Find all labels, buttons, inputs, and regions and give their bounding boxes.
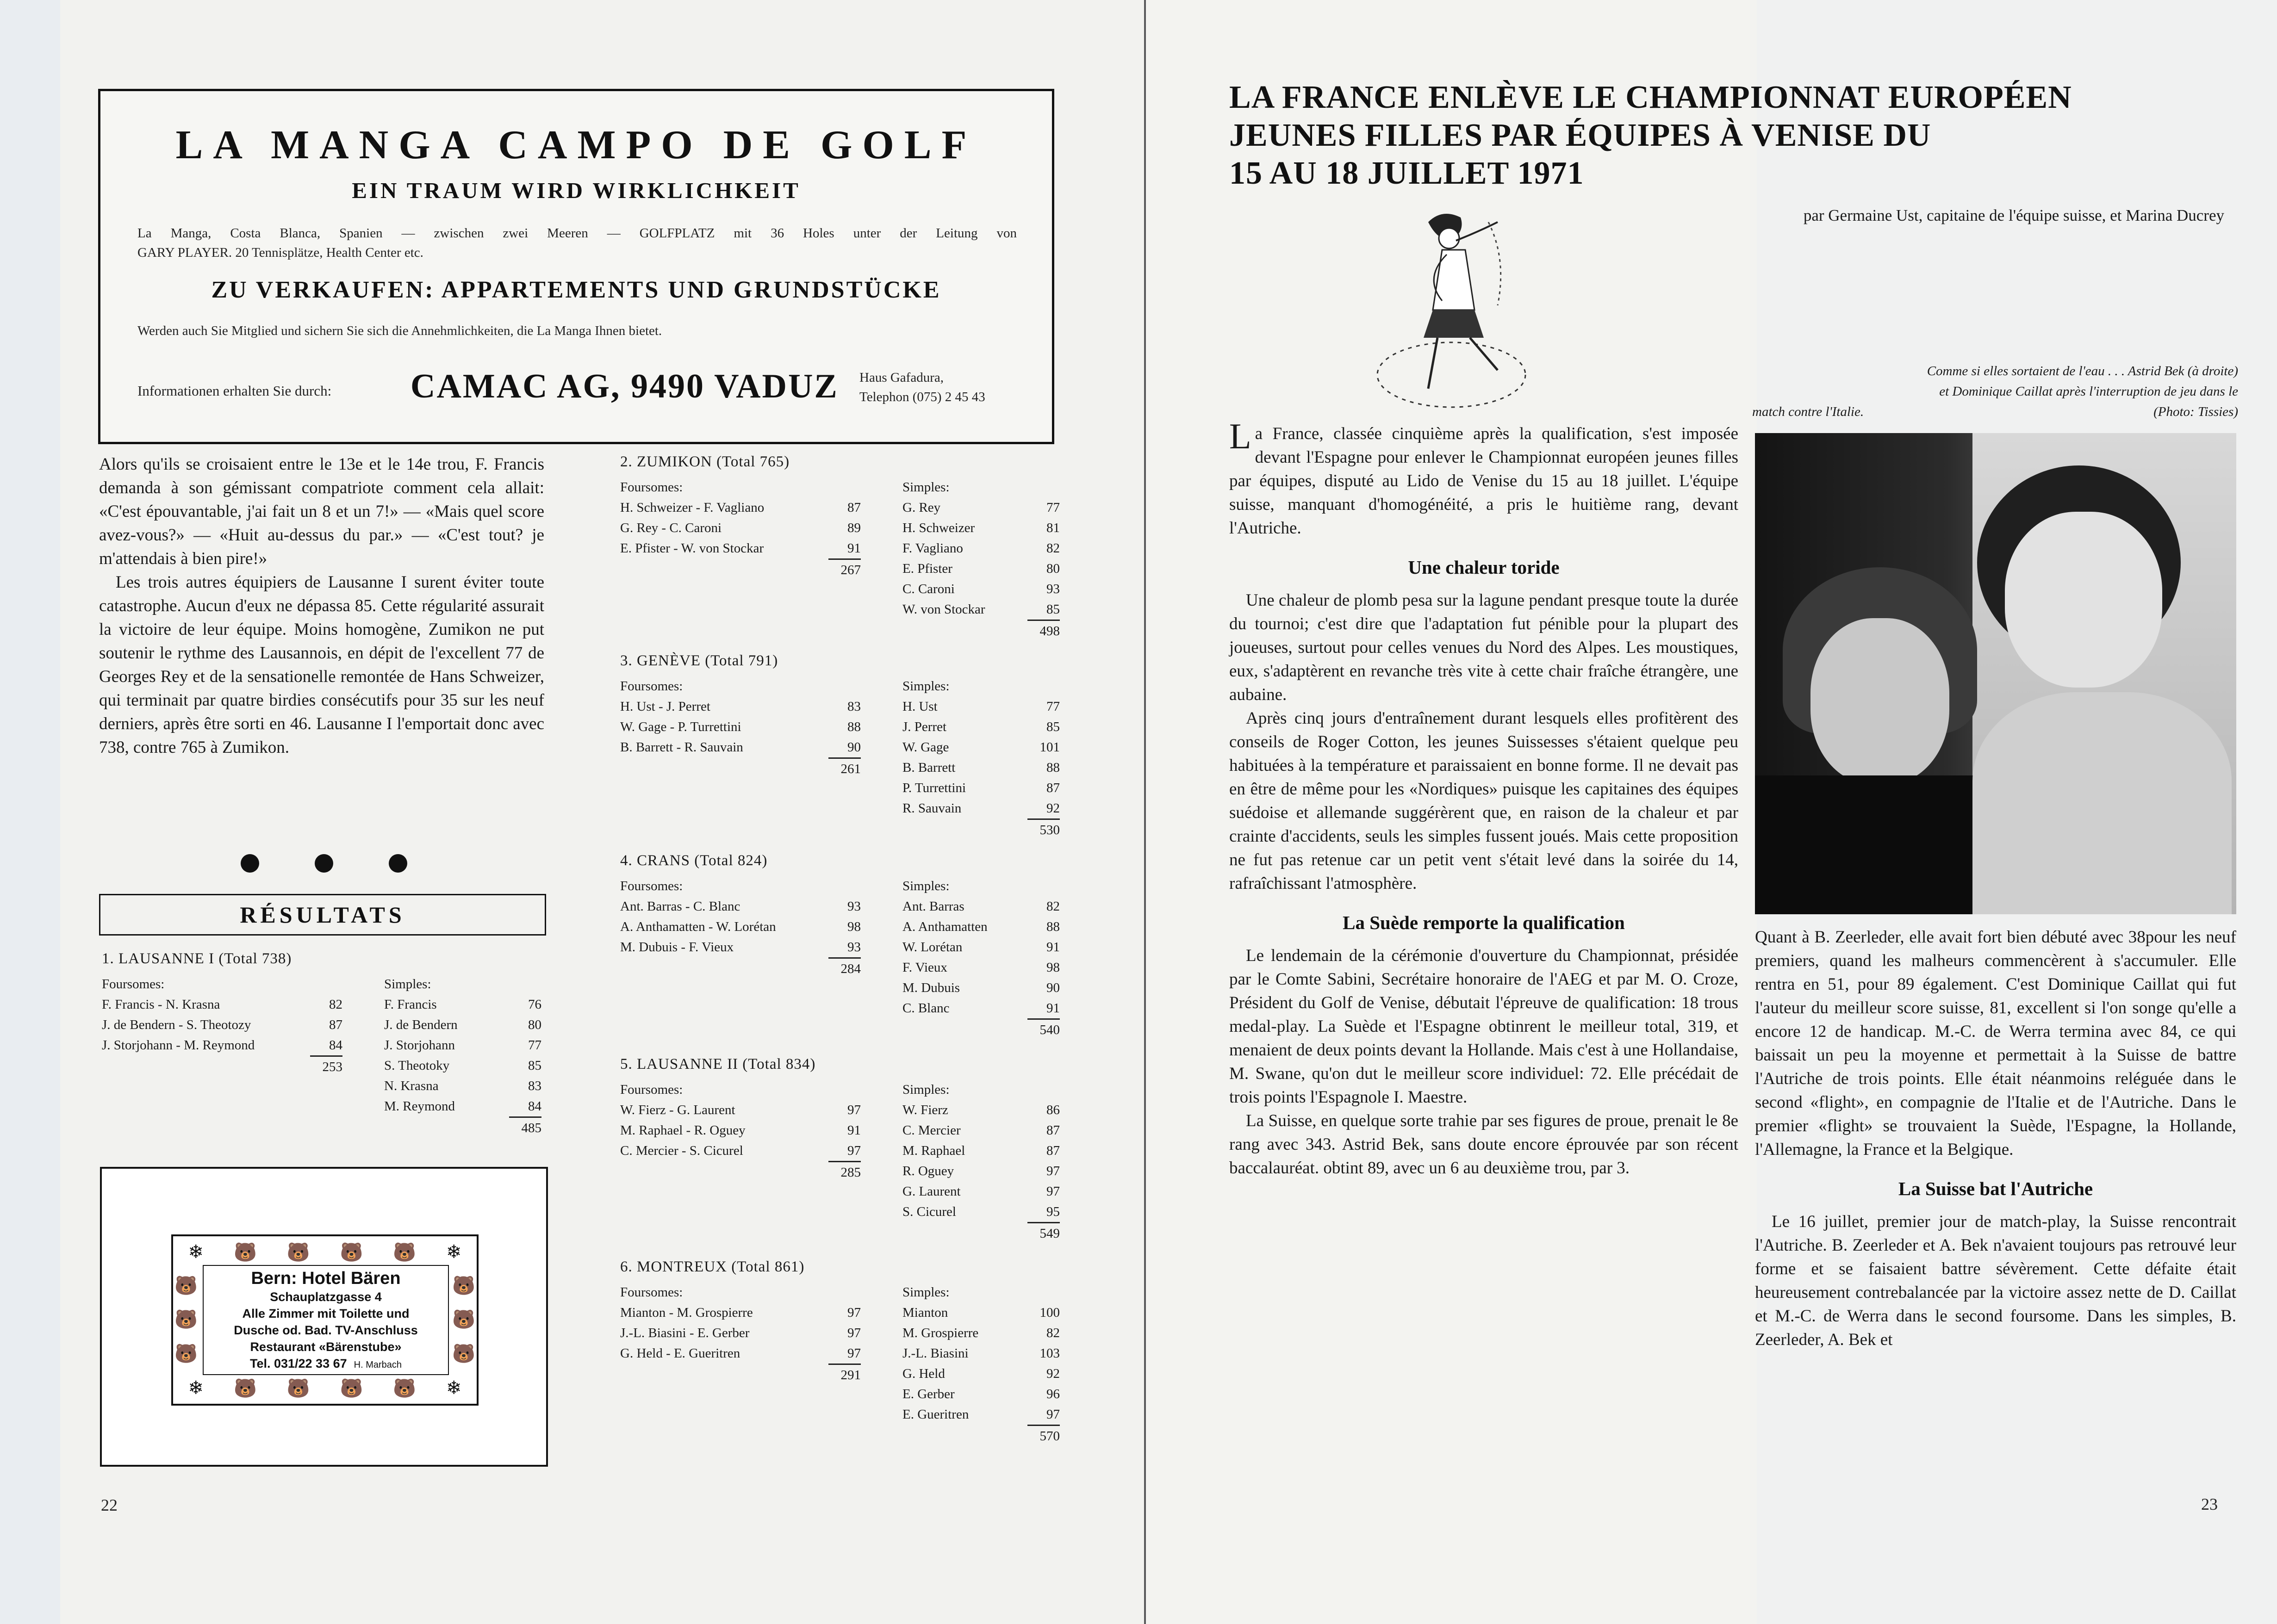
- hotel-phone: Tel. 031/22 33 67: [249, 1357, 347, 1370]
- team-result: [620, 852, 1064, 1040]
- score: 97: [847, 1103, 861, 1117]
- ad-company: CAMAC AG, 9490 VADUZ: [411, 367, 839, 405]
- hotel-owner: H. Marbach: [354, 1360, 402, 1370]
- bear-icon: 🐻: [452, 1343, 475, 1364]
- score: 100: [1039, 1305, 1060, 1320]
- headline-line3: 15 AU 18 JUILLET 1971: [1229, 155, 1584, 191]
- score-row: [384, 994, 541, 1015]
- page-number-left: 22: [101, 1496, 118, 1514]
- score-row: [902, 978, 1060, 998]
- score: 97: [1046, 1184, 1060, 1199]
- score-row: [620, 1343, 861, 1364]
- ad-address-line1: Haus Gafadura,: [859, 370, 944, 385]
- player-name: M. Dubuis: [902, 980, 960, 995]
- pair-name: W. Fierz - G. Laurent: [620, 1103, 735, 1117]
- pair-name: F. Francis - N. Krasna: [102, 997, 220, 1012]
- score-row: [902, 1343, 1060, 1364]
- score: 81: [1046, 521, 1060, 535]
- score-row: [902, 798, 1060, 818]
- player-name: J. Perret: [902, 719, 947, 734]
- score: 80: [1046, 561, 1060, 576]
- ad-member-line: Werden auch Sie Mitglied und sichern Sie sich die Annehmlichkeiten, die La Manga Ihnen bietet.: [137, 323, 662, 338]
- score: 77: [1046, 699, 1060, 714]
- simples-total: 549: [1027, 1222, 1060, 1244]
- intro-paragraph-1: Alors qu'ils se croisaient entre le 13e et le 14e trou, F. Francis demanda à son gémissant compatriote comment cela allait: «C'est épouvantable, j'ai fait un 8 et un 7!» — «Mais quel score avez-vous?» — «Huit au-dessus du par.» — «C'est tout? je m'attendais à bien pire!»: [99, 455, 544, 568]
- score-row: [902, 757, 1060, 778]
- score: 97: [1046, 1164, 1060, 1178]
- foursomes-label: Foursomes:: [620, 1082, 683, 1097]
- paragraph: Le 16 juillet, premier jour de match-play, la Suisse rencontrait l'Autriche. B. Zeerleder et A. Bek n'avaient toujours pas retrouvé leur forme et se faisaient battre sévèrement. Cette défaite était heureusement contrebalancée par la victoire assez nette de D. Caillat et M.-C. de Werra dans le second foursome. Dans les simples, B. Zeerleder, A. Bek et: [1755, 1212, 2236, 1349]
- hotel-line2: Dusche od. Bad. TV-Anschluss: [234, 1323, 418, 1337]
- pair-name: E. Pfister - W. von Stockar: [620, 541, 764, 556]
- player-name: M. Raphael: [902, 1143, 965, 1158]
- score-row: [902, 1384, 1060, 1404]
- player-name: W. Gage: [902, 740, 949, 755]
- score: 80: [528, 1017, 541, 1032]
- score-row: [384, 1035, 541, 1055]
- simples-column: [384, 974, 541, 1138]
- player-name: M. Grospierre: [902, 1326, 979, 1340]
- team-title: 6. MONTREUX (Total 861): [620, 1258, 805, 1275]
- score-row: [902, 778, 1060, 798]
- photo-face-left: [1810, 618, 1949, 785]
- hotel-phone-line: [204, 1355, 448, 1373]
- simples-column: [902, 676, 1060, 840]
- foursomes-label: Foursomes:: [620, 679, 683, 694]
- player-name: C. Blanc: [902, 1001, 950, 1016]
- player-name: F. Vieux: [902, 960, 947, 975]
- score: 97: [847, 1326, 861, 1340]
- bear-icon: 🐻: [452, 1309, 475, 1331]
- player-name: S. Theotoky: [384, 1058, 450, 1073]
- score: 95: [1046, 1204, 1060, 1219]
- score: 97: [847, 1346, 861, 1361]
- score: 76: [528, 997, 541, 1012]
- headline: [1229, 79, 2201, 192]
- headline-line1: LA FRANCE ENLÈVE LE CHAMPIONNAT EUROPÉEN: [1229, 80, 2072, 115]
- score-row: [902, 1323, 1060, 1343]
- player-name: J.-L. Biasini: [902, 1346, 969, 1361]
- paragraph: Quant à B. Zeerleder, elle avait fort bien débuté avec 38pour les neuf premiers, quand les malheurs commencèrent à s'accumuler. Elle rentra en 51, pour 89 également. C'est Dominique Caillat qui fut l'auteur du meilleur score suisse, 81, excellent si l'on songe qu'elle a encore 12 de handicap. M.-C. de Werra termina avec 84, ce qui baissait un peu la moyenne et permettait à la Suisse de battre l'Autriche de trois points. Elle était néanmoins reléguée dans le second «flight», en compagnie de l'Italie et de l'Autriche. Dans le premier «flight» se trouvaient la Suède, l'Espagne, la Hollande, l'Allemagne, la France et la Belgique.: [1755, 928, 2236, 1159]
- score-row: [902, 1161, 1060, 1181]
- page-shadow: [0, 0, 60, 1624]
- score: 98: [1046, 960, 1060, 975]
- score-row: [620, 717, 861, 737]
- score: 82: [329, 997, 342, 1012]
- hotel-advertisement: [100, 1167, 548, 1467]
- score-row: [102, 994, 342, 1015]
- hotel-ad-text: [203, 1265, 449, 1375]
- bear-icon: 🐻: [340, 1377, 363, 1399]
- foursomes-label: Foursomes:: [620, 1285, 683, 1300]
- player-name: Mianton: [902, 1305, 948, 1320]
- dot: [315, 854, 333, 873]
- lead-text: a France, classée cinquième après la qualification, s'est imposée devant l'Espagne pour enlever le Championnat européen jeunes filles par équipes, disputé au Lido de Venise du 15 au 18 juillet. L'équipe suisse, manquant d'homogénéité, a pris le huitième rang, devant l'Autriche.: [1229, 424, 1738, 538]
- score: 97: [1046, 1407, 1060, 1422]
- score-row: [902, 957, 1060, 978]
- foursomes-total: 291: [828, 1364, 861, 1385]
- score: 82: [1046, 899, 1060, 914]
- intro-text: [99, 452, 544, 759]
- bear-icon: 🐻: [452, 1275, 475, 1297]
- player-name: W. Fierz: [902, 1103, 948, 1117]
- bear-icon: 🐻: [174, 1275, 198, 1297]
- player-name: Ant. Barras: [902, 899, 964, 914]
- foursomes-column: [620, 676, 902, 840]
- score-row: [620, 1120, 861, 1141]
- score: 83: [847, 699, 861, 714]
- score-row: [902, 518, 1060, 538]
- photo-face-right: [2005, 512, 2162, 688]
- score: 97: [847, 1305, 861, 1320]
- lead-paragraph: [1229, 416, 1738, 540]
- article-column-1: [1229, 416, 1738, 1180]
- score-row: [902, 497, 1060, 518]
- pair-name: H. Ust - J. Perret: [620, 699, 710, 714]
- player-name: B. Barrett: [902, 760, 956, 775]
- score: 92: [1046, 801, 1060, 816]
- player-name: E. Pfister: [902, 561, 952, 576]
- caption-line2: et Dominique Caillat après l'interruption de jeu dans le: [1939, 384, 2238, 399]
- score-row: [620, 896, 861, 917]
- foursomes-label: Foursomes:: [620, 480, 683, 495]
- score: 83: [528, 1079, 541, 1093]
- snowflake-icon: ❄: [188, 1377, 204, 1399]
- pair-name: G. Held - E. Gueritren: [620, 1346, 740, 1361]
- player-name: E. Gueritren: [902, 1407, 969, 1422]
- player-name: R. Sauvain: [902, 801, 962, 816]
- score-row: [902, 998, 1060, 1018]
- player-name: C. Mercier: [902, 1123, 961, 1138]
- snowflake-icon: ❄: [446, 1241, 462, 1263]
- right-page: [1146, 0, 2277, 1624]
- pair-name: B. Barrett - R. Sauvain: [620, 740, 743, 755]
- score: 88: [1046, 760, 1060, 775]
- photo-credit: (Photo: Tissies): [2153, 404, 2238, 419]
- foursomes-total: 267: [828, 558, 861, 580]
- score-row: [620, 518, 861, 538]
- ad-address-line2: Telephon (075) 2 45 43: [859, 390, 985, 404]
- score-row: [620, 497, 861, 518]
- pair-name: G. Rey - C. Caroni: [620, 521, 722, 535]
- pair-name: A. Anthamatten - W. Lorétan: [620, 919, 776, 934]
- pair-name: Mianton - M. Grospierre: [620, 1305, 753, 1320]
- simples-total: 540: [1027, 1018, 1060, 1040]
- hotel-line3: Restaurant «Bärenstube»: [250, 1340, 402, 1354]
- pair-name: Ant. Barras - C. Blanc: [620, 899, 740, 914]
- team-result: [102, 950, 546, 1138]
- foursomes-total: 253: [310, 1055, 342, 1077]
- player-name: F. Vagliano: [902, 541, 963, 556]
- simples-column: [902, 1079, 1060, 1244]
- score-row: [902, 1100, 1060, 1120]
- player-name: G. Held: [902, 1366, 945, 1381]
- score: 91: [847, 1123, 861, 1138]
- score-row: [102, 1015, 342, 1035]
- score: 85: [528, 1058, 541, 1073]
- headline-line2: JEUNES FILLES PAR ÉQUIPES À VENISE DU: [1229, 118, 1931, 153]
- score: 90: [1046, 980, 1060, 995]
- player-name: M. Reymond: [384, 1099, 455, 1114]
- bear-icon: 🐻: [340, 1241, 363, 1263]
- foursomes-total: 284: [828, 957, 861, 979]
- player-name: N. Krasna: [384, 1079, 439, 1093]
- ad-description-line2: GARY PLAYER. 20 Tennisplätze, Health Center etc.: [137, 245, 423, 260]
- ad-address: [859, 368, 985, 407]
- score: 85: [1046, 602, 1060, 617]
- score-row: [902, 1202, 1060, 1222]
- simples-total: 498: [1027, 620, 1060, 641]
- score: 85: [1046, 719, 1060, 734]
- score-row: [384, 1055, 541, 1076]
- article-column-2: [1755, 925, 2236, 1351]
- byline: par Germaine Ust, capitaine de l'équipe suisse, et Marina Ducrey: [1803, 206, 2224, 224]
- foursomes-label: Foursomes:: [102, 977, 165, 992]
- score-row: [902, 558, 1060, 579]
- score: 89: [847, 521, 861, 535]
- dot-separator: [241, 854, 407, 877]
- photo-two-girls: [1755, 433, 2236, 914]
- paragraph: Une chaleur de plomb pesa sur la lagune pendant presque toute la durée du tournoi; c'est dire que l'adaptation fut pénible pour la plupart des joueuses, surtout pour celles venues du Nord des Alpes. Les moustiques, eux, s'adaptèrent en revanche très vite à cette chair fraîche étrangère, une aubaine.: [1229, 591, 1738, 704]
- score: 93: [847, 940, 861, 955]
- score: 88: [1046, 919, 1060, 934]
- score: 96: [1046, 1387, 1060, 1401]
- score-row: [620, 737, 861, 757]
- snowflake-icon: ❄: [188, 1241, 204, 1263]
- bear-icon: 🐻: [233, 1377, 257, 1399]
- score-row: [902, 696, 1060, 717]
- score: 84: [329, 1038, 342, 1053]
- player-name: S. Cicurel: [902, 1204, 956, 1219]
- simples-label: Simples:: [902, 679, 950, 694]
- paragraph: La Suisse, en quelque sorte trahie par ses figures de proue, prenait le 8e rang avec 343. Astrid Bek, sans doute encore éprouvée par son récent baccalauréat. obtint 89, avec un 6 au deuxième trou, par 3.: [1229, 1111, 1738, 1178]
- player-name: C. Caroni: [902, 582, 955, 596]
- score: 91: [1046, 1001, 1060, 1016]
- player-name: W. Lorétan: [902, 940, 963, 955]
- team-result: [620, 1056, 1064, 1244]
- score-row: [620, 696, 861, 717]
- team-result: [620, 1258, 1064, 1446]
- pair-name: W. Gage - P. Turrettini: [620, 719, 741, 734]
- drop-cap: L: [1229, 416, 1251, 456]
- score-row: [620, 1302, 861, 1323]
- golf-advertisement: [98, 89, 1054, 444]
- score-row: [384, 1076, 541, 1096]
- foursomes-column: [620, 1282, 902, 1446]
- player-name: W. von Stockar: [902, 602, 985, 617]
- ad-description-line1: La Manga, Costa Blanca, Spanien — zwischen zwei Meeren — GOLFPLATZ mit 36 Holes unter der Leitung von: [137, 226, 1017, 241]
- ad-info-label: Informationen erhalten Sie durch:: [137, 383, 332, 399]
- pair-name: M. Raphael - R. Oguey: [620, 1123, 746, 1138]
- player-name: H. Schweizer: [902, 521, 975, 535]
- player-name: G. Laurent: [902, 1184, 961, 1199]
- simples-label: Simples:: [902, 480, 950, 495]
- score: 87: [1046, 1123, 1060, 1138]
- simples-total: 570: [1027, 1425, 1060, 1446]
- caption-line3: match contre l'Italie.: [1752, 404, 1864, 419]
- caption-line1: Comme si elles sortaient de l'eau . . . Astrid Bek (à droite): [1927, 364, 2238, 378]
- bear-icon: 🐻: [174, 1343, 198, 1364]
- score-row: [620, 917, 861, 937]
- score-row: [902, 1302, 1060, 1323]
- score: 87: [329, 1017, 342, 1032]
- score-row: [902, 538, 1060, 558]
- score: 87: [1046, 781, 1060, 795]
- pair-name: J. de Bendern - S. Theotozy: [102, 1017, 251, 1032]
- score-row: [102, 1035, 342, 1055]
- score-row: [902, 1141, 1060, 1161]
- score: 77: [1046, 500, 1060, 515]
- player-name: A. Anthamatten: [902, 919, 988, 934]
- score-row: [902, 599, 1060, 620]
- simples-label: Simples:: [384, 977, 431, 992]
- score-row: [902, 579, 1060, 599]
- score-row: [902, 1181, 1060, 1202]
- snowflake-icon: ❄: [446, 1377, 462, 1399]
- score: 103: [1039, 1346, 1060, 1361]
- score: 84: [528, 1099, 541, 1114]
- score: 90: [847, 740, 861, 755]
- player-name: P. Turrettini: [902, 781, 966, 795]
- score: 87: [1046, 1143, 1060, 1158]
- pair-name: C. Mercier - S. Cicurel: [620, 1143, 743, 1158]
- bear-icon: 🐻: [393, 1241, 417, 1263]
- score: 88: [847, 719, 861, 734]
- score: 82: [1046, 541, 1060, 556]
- team-title: 1. LAUSANNE I (Total 738): [102, 950, 292, 967]
- bear-border-bottom: [173, 1375, 477, 1401]
- team-title: 3. GENÈVE (Total 791): [620, 652, 778, 669]
- score: 91: [1046, 940, 1060, 955]
- ad-title: LA MANGA CAMPO DE GOLF: [175, 123, 977, 167]
- simples-total: 485: [509, 1116, 541, 1138]
- team-result: [620, 453, 1064, 641]
- score: 86: [1046, 1103, 1060, 1117]
- score: 92: [1046, 1366, 1060, 1381]
- simples-column: [902, 477, 1060, 641]
- score-row: [384, 1015, 541, 1035]
- ad-subtitle: EIN TRAUM WIRD WIRKLICHKEIT: [352, 178, 801, 203]
- bear-icon: 🐻: [286, 1377, 310, 1399]
- bear-icon: 🐻: [286, 1241, 310, 1263]
- score-row: [902, 917, 1060, 937]
- foursomes-column: [620, 876, 902, 1040]
- team-title: 2. ZUMIKON (Total 765): [620, 453, 790, 470]
- dot: [241, 854, 259, 873]
- score-row: [620, 538, 861, 558]
- bear-icon: 🐻: [393, 1377, 417, 1399]
- simples-label: Simples:: [902, 1285, 950, 1300]
- score-row: [620, 937, 861, 957]
- pair-name: M. Dubuis - F. Vieux: [620, 940, 734, 955]
- photo-shirt-right: [1972, 692, 2232, 914]
- score-row: [902, 1120, 1060, 1141]
- player-name: R. Oguey: [902, 1164, 954, 1178]
- hotel-name: Bern: Hotel Bären: [251, 1269, 401, 1288]
- hotel-street: Schauplatzgasse 4: [270, 1290, 382, 1304]
- player-name: H. Ust: [902, 699, 938, 714]
- subheading-qualification: La Suède remporte la qualification: [1343, 912, 1625, 933]
- hotel-ad-frame: [171, 1234, 479, 1406]
- pair-name: H. Schweizer - F. Vagliano: [620, 500, 765, 515]
- foursomes-label: Foursomes:: [620, 879, 683, 893]
- subheading-austria: La Suisse bat l'Autriche: [1898, 1178, 2093, 1199]
- simples-total: 530: [1027, 818, 1060, 840]
- team-result: [620, 652, 1064, 840]
- player-name: J. de Bendern: [384, 1017, 458, 1032]
- score-row: [620, 1100, 861, 1120]
- score-row: [620, 1323, 861, 1343]
- paragraph: Le lendemain de la cérémonie d'ouverture du Championnat, présidée par le Comte Sabini, Secrétaire honoraire de l'AEG et par M. O. Croze, Président du Golf de Venise, débutait l'épreuve de qualification: 18 trous medal-play. La Suède et l'Espagne obtinrent le meilleur total, 319, et menaient de deux points devant la Hollande. Mais c'est à une Hollandaise, M. Swane, qu'on dut le meilleur score individuel: 72. Elle précédait de trois points l'Espagnole I. Maestre.: [1229, 946, 1738, 1107]
- player-name: F. Francis: [384, 997, 437, 1012]
- score-row: [902, 1364, 1060, 1384]
- foursomes-column: [102, 974, 384, 1138]
- player-name: J. Storjohann: [384, 1038, 455, 1053]
- flapper-golfer-illustration: [1359, 204, 1562, 421]
- simples-label: Simples:: [902, 879, 950, 893]
- foursomes-total: 285: [828, 1161, 861, 1183]
- foursomes-total: 261: [828, 757, 861, 779]
- score: 87: [847, 500, 861, 515]
- simples-column: [902, 1282, 1060, 1446]
- score: 93: [1046, 582, 1060, 596]
- bear-icon: 🐻: [233, 1241, 257, 1263]
- score-row: [902, 937, 1060, 957]
- score-row: [620, 1141, 861, 1161]
- score: 97: [847, 1143, 861, 1158]
- score: 98: [847, 919, 861, 934]
- dot: [389, 854, 407, 873]
- score-row: [384, 1096, 541, 1116]
- score-row: [902, 737, 1060, 757]
- bear-border-left: [175, 1269, 197, 1370]
- foursomes-column: [620, 1079, 902, 1244]
- caption-line3-row: [1752, 402, 2238, 422]
- player-name: E. Gerber: [902, 1387, 955, 1401]
- score-row: [902, 717, 1060, 737]
- bear-border-right: [453, 1269, 475, 1370]
- subheading-heat: Une chaleur toride: [1408, 557, 1560, 578]
- team-title: 5. LAUSANNE II (Total 834): [620, 1056, 816, 1072]
- page-number-right: 23: [2201, 1495, 2218, 1513]
- score: 91: [847, 541, 861, 556]
- ad-sale-heading: ZU VERKAUFEN: APPARTEMENTS UND GRUNDSTÜCKE: [211, 277, 941, 303]
- pair-name: J.-L. Biasini - E. Gerber: [620, 1326, 750, 1340]
- player-name: G. Rey: [902, 500, 941, 515]
- bear-icon: 🐻: [174, 1309, 198, 1331]
- results-heading: RÉSULTATS: [99, 894, 546, 936]
- score: 82: [1046, 1326, 1060, 1340]
- score-row: [902, 896, 1060, 917]
- score: 93: [847, 899, 861, 914]
- intro-paragraph-2: Les trois autres équipiers de Lausanne I surent éviter toute catastrophe. Aucun d'eux ne dépassa 85. Cette régularité assurait la victoire de leur équipe. Moins homogène, Zumikon ne put soutenir le rythme des Lausannois, en dépit de l'excellent 77 de Georges Rey et de la sensationelle remontée de Hans Schweizer, qui terminait par quatre birdies consécutifs pour 35 sur les neuf derniers, après être sorti en 46. Lausanne I l'emportait donc avec 738, contre 765 à Zumikon.: [99, 573, 544, 757]
- hotel-line1: Alle Zimmer mit Toilette und: [242, 1307, 410, 1320]
- team-title: 4. CRANS (Total 824): [620, 852, 768, 869]
- simples-column: [902, 876, 1060, 1040]
- score-row: [902, 1404, 1060, 1425]
- photo-caption: [1752, 361, 2238, 422]
- score: 77: [528, 1038, 541, 1053]
- simples-label: Simples:: [902, 1082, 950, 1097]
- bear-border-top: [173, 1239, 477, 1265]
- paragraph: Après cinq jours d'entraînement durant lesquels elles profitèrent des conseils de Roger Cotton, les jeunes Suissesses s'étaient quelque peu habituées à la température et paraissaient en bonne forme. Il ne devait pas en être de même pour les «Nordiques» puisque les capitaines des équipes suédoise et allemande suggérèrent que, en raison de la chaleur et par crainte d'accidents, seuls les simples fussent joués. Mais cette proposition ne fut pas retenue car un petit vent s'était levé dans la soirée du 14, rafraîchissant l'atmosphère.: [1229, 709, 1738, 893]
- foursomes-column: [620, 477, 902, 641]
- score: 101: [1039, 740, 1060, 755]
- pair-name: J. Storjohann - M. Reymond: [102, 1038, 255, 1053]
